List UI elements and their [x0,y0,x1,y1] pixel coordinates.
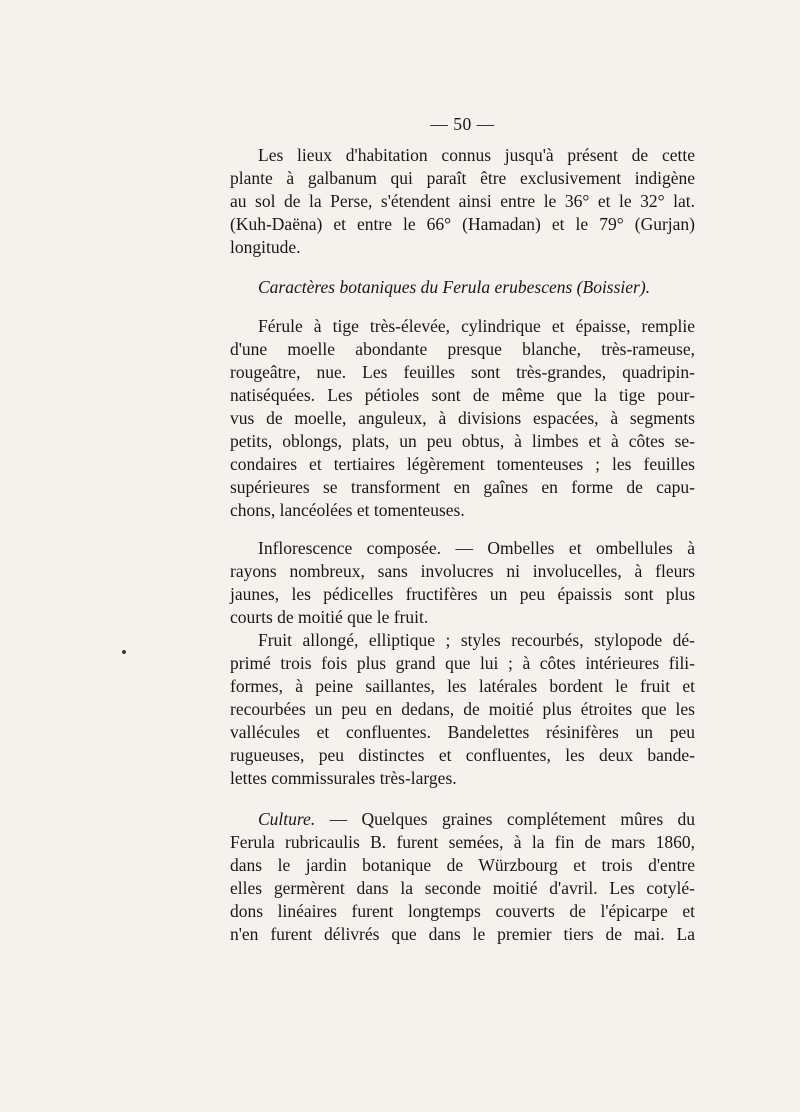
lead-in: Culture. [258,809,316,829]
text-line: Fruit allongé, elliptique ; styles recourbés, stylopode dé- [258,630,695,650]
paragraph-inflorescence [230,537,695,629]
paragraph-fruit [230,629,695,790]
text-line: longitude. [230,237,301,257]
text-line [230,808,695,831]
text-line: rugueuses, peu distinctes et confluentes, les deux bande- [230,745,695,765]
page-number: — 50 — [430,114,495,134]
paragraph-culture [230,808,695,946]
text-line: jaunes, les pédicelles fructifères un peu épaissis sont plus [230,584,695,604]
text-line: Inflorescence composée. — Ombelles et ombellules à [258,538,695,558]
text-line: (Kuh-Daëna) et entre le 66° (Hamadan) et le 79° (Gurjan) [230,214,695,234]
text-line: Les lieux d'habitation connus jusqu'à présent de cette [258,145,695,165]
text-line: Férule à tige très-élevée, cylindrique et épaisse, remplie [258,316,695,336]
text-line: vus de moelle, anguleux, à divisions espacées, à segments [230,408,695,428]
text-line: elles germèrent dans la seconde moitié d'avril. Les cotylé- [230,878,695,898]
text-line: supérieures se transforment en gaînes en forme de capu- [230,477,695,497]
text-line: condaires et tertiaires légèrement tomenteuses ; les feuilles [230,454,695,474]
text-line: au sol de la Perse, s'étendent ainsi entre le 36° et le 32° lat. [230,191,695,211]
text-line: primé trois fois plus grand que lui ; à côtes intérieures fili- [230,653,695,673]
text-line-rest: — Quelques graines complétement mûres du [329,809,696,829]
text-line: d'une moelle abondante presque blanche, très-rameuse, [230,339,695,359]
text-line: vallécules et confluentes. Bandelettes résinifères un peu [230,722,695,742]
ink-speck [122,650,126,654]
text-line: natiséquées. Les pétioles sont de même que la tige pour- [230,385,695,405]
text-line: Ferula rubricaulis B. furent semées, à la fin de mars 1860, [230,832,695,852]
text-line: rougeâtre, nue. Les feuilles sont très-grandes, quadripin- [230,362,695,382]
text-line: courts de moitié que le fruit. [230,607,429,627]
paragraph-habitat [230,144,695,259]
text-line: petits, oblongs, plats, un peu obtus, à limbes et à côtes se- [230,431,695,451]
text-line: lettes commissurales très-larges. [230,768,457,788]
text-line: dans le jardin botanique de Würzbourg et trois d'entre [230,855,695,875]
paragraph-description [230,315,695,522]
text-line: rayons nombreux, sans involucres ni involucelles, à fleurs [230,561,695,581]
text-line: n'en furent délivrés que dans le premier tiers de mai. La [230,924,695,944]
text-line: dons linéaires furent longtemps couverts de l'épicarpe et [230,901,695,921]
section-heading: Caractères botaniques du Ferula erubescens (Boissier). [258,277,651,297]
text-line: chons, lancéolées et tomenteuses. [230,500,465,520]
text-line: recourbées un peu en dedans, de moitié plus étroites que les [230,699,695,719]
text-line: plante à galbanum qui paraît être exclusivement indigène [230,168,695,188]
text-line: formes, à peine saillantes, les latérales bordent le fruit et [230,676,695,696]
